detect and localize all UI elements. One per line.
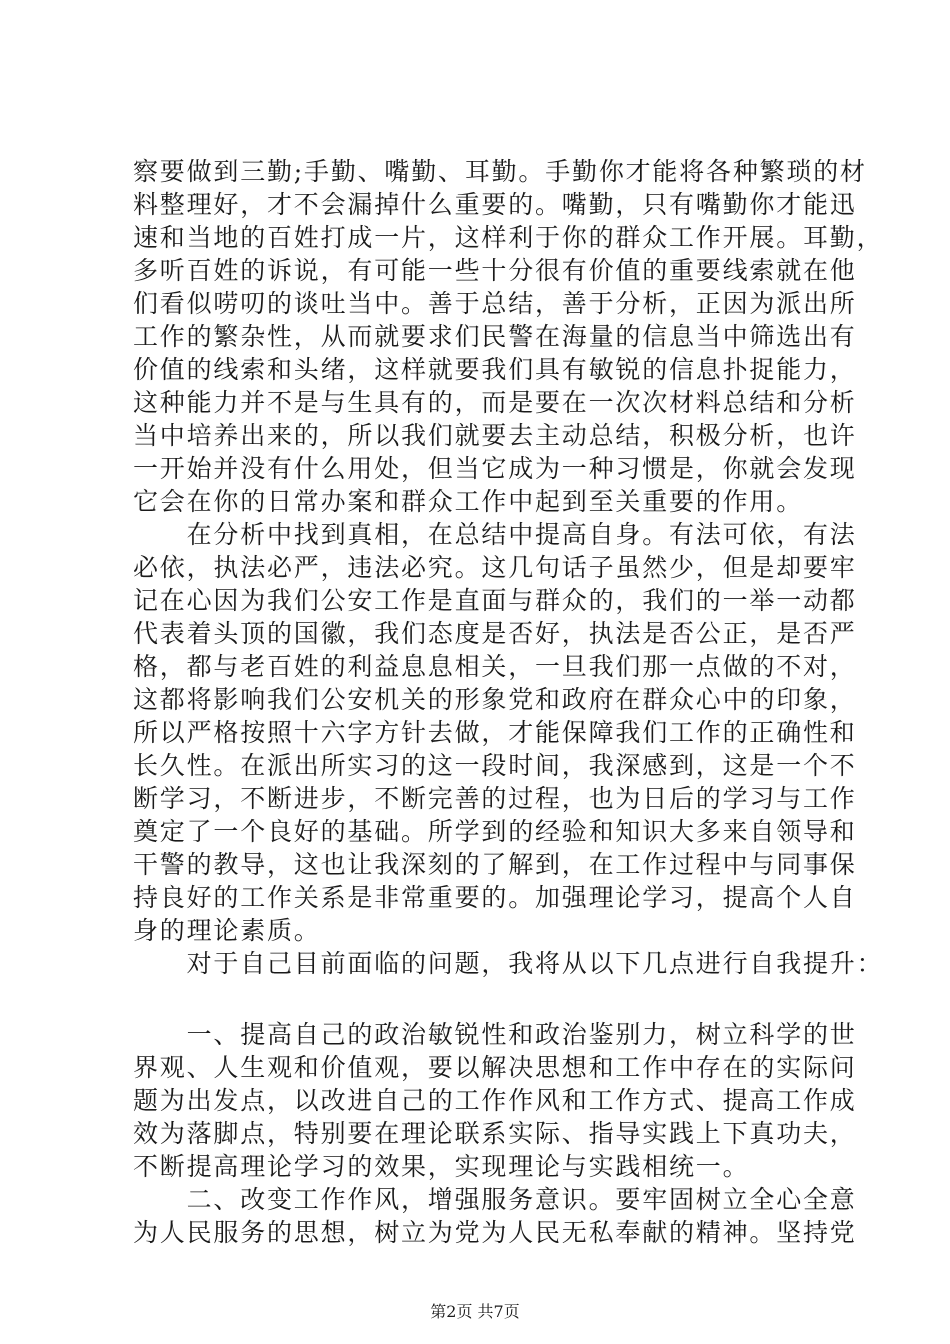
text-line: 这都将影响我们公安机关的形象党和政府在群众心中的印象， [133,685,857,714]
text-line: 察要做到三勤;手勤、嘴勤、耳勤。手勤你才能将各种繁琐的材 [133,157,867,186]
text-line: 效为落脚点，特别要在理论联系实际、指导实践上下真功夫， [133,1119,857,1148]
text-line: 在分析中找到真相，在总结中提高自身。有法可依，有法 [133,520,857,549]
text-line: 价值的线索和头绪，这样就要我们具有敏锐的信息扑捉能力， [133,355,857,384]
text-line: 必依，执法必严，违法必究。这几句话子虽然少，但是却要牢 [133,553,857,582]
text-line: 持良好的工作关系是非常重要的。加强理论学习，提高个人自 [133,883,857,912]
text-line: 不断提高理论学习的效果，实现理论与实践相统一。 [133,1152,750,1181]
text-line: 身的理论素质。 [133,916,321,945]
text-line: 们看似唠叨的谈吐当中。善于总结，善于分析，正因为派出所 [133,289,857,318]
text-line: 长久性。在派出所实习的这一段时间，我深感到，这是一个不 [133,751,857,780]
text-line: 对于自己目前面临的问题，我将从以下几点进行自我提升： [133,949,884,978]
text-line: 断学习，不断进步，不断完善的过程，也为日后的学习与工作 [133,784,857,813]
text-line: 料整理好，才不会漏掉什么重要的。嘴勤，只有嘴勤你才能迅 [133,190,857,219]
text-line: 一、提高自己的政治敏锐性和政治鉴别力，树立科学的世 [133,1020,857,1049]
text-line: 奠定了一个良好的基础。所学到的经验和知识大多来自领导和 [133,817,857,846]
text-line: 所以严格按照十六字方针去做，才能保障我们工作的正确性和 [133,718,857,747]
text-line: 速和当地的百姓打成一片，这样利于你的群众工作开展。耳勤， [133,223,884,252]
text-line: 界观、人生观和价值观，要以解决思想和工作中存在的实际问 [133,1053,857,1082]
text-line: 工作的繁杂性，从而就要求们民警在海量的信息当中筛选出有 [133,322,857,351]
text-line: 记在心因为我们公安工作是直面与群众的，我们的一举一动都 [133,586,857,615]
paragraph-gap [133,980,823,1018]
page-footer: 第2页 共7页 [430,1302,520,1321]
text-line: 为人民服务的思想，树立为党为人民无私奉献的精神。坚持党 [133,1218,857,1247]
text-line: 当中培养出来的，所以我们就要去主动总结，积极分析，也许 [133,421,857,450]
text-line: 一开始并没有什么用处，但当它成为一种习惯是，你就会发现 [133,454,857,483]
text-line: 干警的教导，这也让我深刻的了解到，在工作过程中与同事保 [133,850,857,879]
text-line: 它会在你的日常办案和群众工作中起到至关重要的作用。 [133,487,804,516]
text-line: 格，都与老百姓的利益息息相关，一旦我们那一点做的不对， [133,652,857,681]
text-line: 这种能力并不是与生具有的，而是要在一次次材料总结和分析 [133,388,857,417]
text-line: 代表着头顶的国徽，我们态度是否好，执法是否公正，是否严 [133,619,857,648]
text-line: 二、改变工作作风，增强服务意识。要牢固树立全心全意 [133,1185,857,1214]
text-line: 题为出发点，以改进自己的工作作风和工作方式、提高工作成 [133,1086,857,1115]
body-text [133,155,884,1249]
text-line: 多听百姓的诉说，有可能一些十分很有价值的重要线索就在他 [133,256,857,285]
